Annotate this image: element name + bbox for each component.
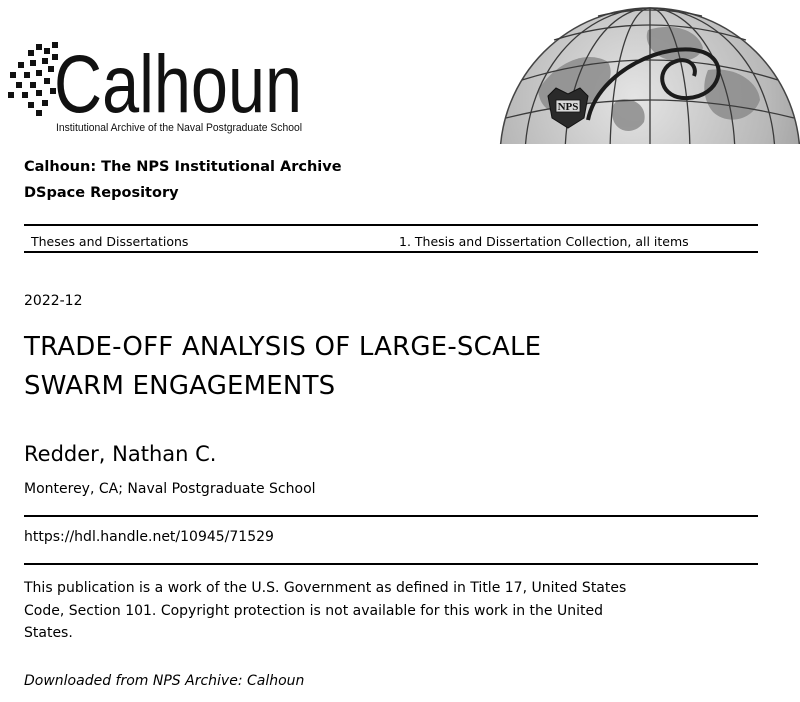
document-title: TRADE-OFF ANALYSIS OF LARGE-SCALE SWARM ENGAGEMENTS [24,332,542,401]
calhoun-logo [6,36,306,138]
author-name: Redder, Nathan C. [24,442,217,466]
divider [24,515,758,517]
publisher-affiliation: Monterey, CA; Naval Postgraduate School [24,481,316,497]
handle-link[interactable]: https://hdl.handle.net/10945/71529 [24,529,274,545]
publication-date: 2022-12 [24,293,83,309]
archive-heading: Calhoun: The NPS Institutional Archive [24,159,342,175]
seal-text: NPS [557,101,579,113]
divider [24,563,758,565]
divider [24,251,758,253]
globe-icon [500,8,800,144]
rights-statement: This publication is a work of the U.S. Government as defined in Title 17, United States Code, Section 101. Copyright protection is not available for this work in the United States. [24,580,627,641]
repository-heading: DSpace Repository [24,185,179,201]
breadcrumb-collection[interactable]: 1. Thesis and Dissertation Collection, all items [399,234,689,249]
divider [24,224,758,226]
pixel-dots-icon [8,42,58,116]
logo-tagline: Institutional Archive of the Naval Postgraduate School [56,122,302,134]
logo-wordmark: Calhoun [54,39,302,130]
download-note: Downloaded from NPS Archive: Calhoun [24,673,305,689]
globe-emblem [498,0,800,144]
breadcrumb-community[interactable]: Theses and Dissertations [31,234,189,249]
